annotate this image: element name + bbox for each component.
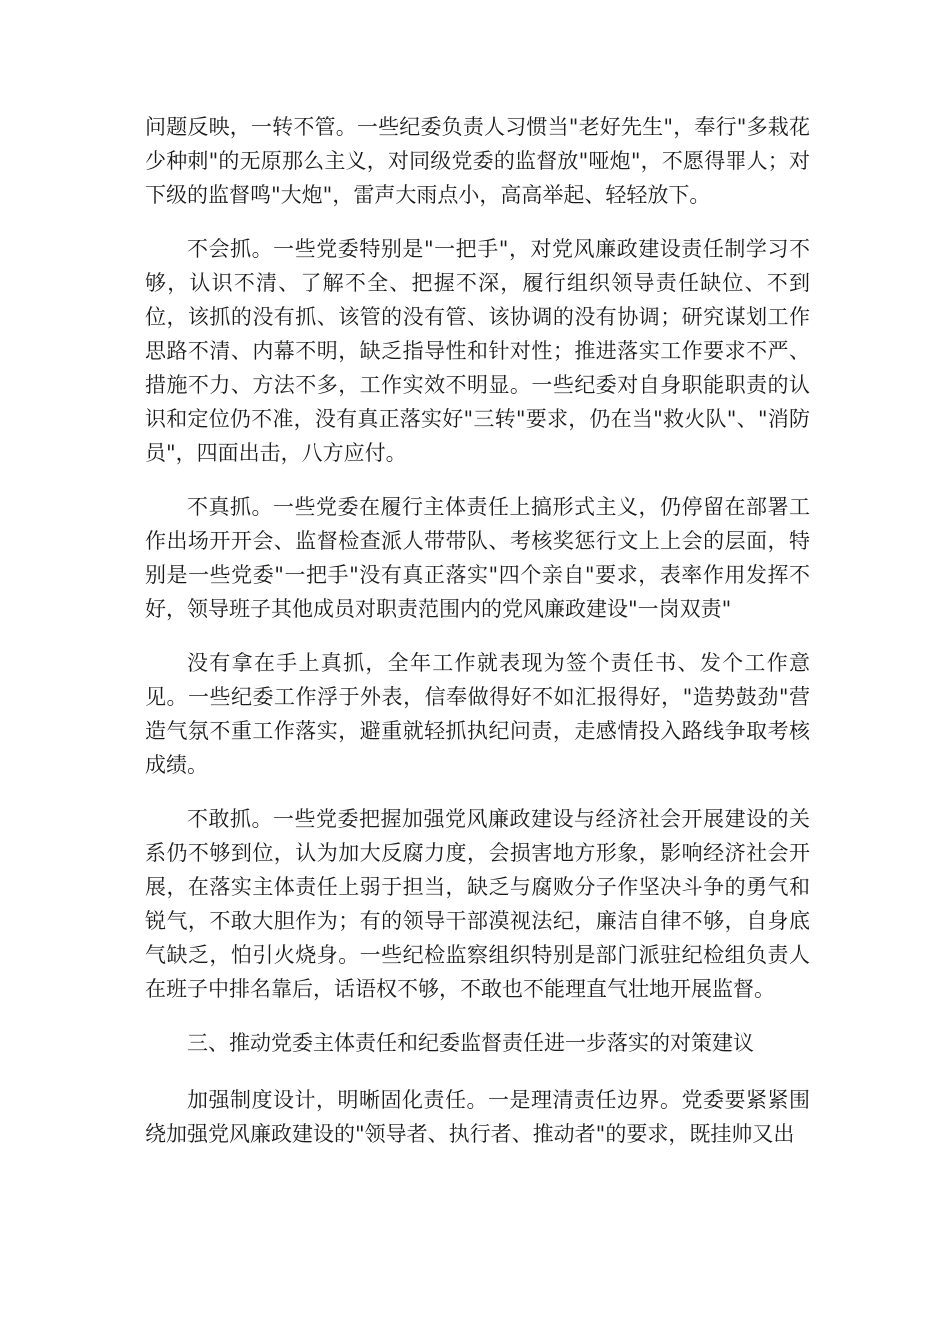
paragraph-jia-qiang-zhi-du-she-ji: 加强制度设计，明晰固化责任。一是理清责任边界。党委要紧紧围绕加强党风廉政建设的"领导者、执行者、推动者"的要求，既挂帅又出 xyxy=(145,1088,810,1146)
paragraph-mei-you-na-zai-shou-shang: 没有拿在手上真抓，全年工作就表现为签个责任书、发个工作意见。一些纪委工作浮于外表，信奉做得好不如汇报得好，"造势鼓劲"营造气氛不重工作落实，避重就轻抓执纪问责，走感情投入路线争取考核成绩。 xyxy=(145,651,810,777)
document-body xyxy=(145,110,810,1171)
section-heading-3: 三、推动党委主体责任和纪委监督责任进一步落实的对策建议 xyxy=(187,1031,754,1055)
paragraph-bu-gan-zhua: 不敢抓。一些党委把握加强党风廉政建设与经济社会开展建设的关系仍不够到位，认为加大反腐力度，会损害地方形象，影响经济社会开展，在落实主体责任上弱于担当，缺乏与腐败分子作坚决斗争的勇气和锐气，不敢大胆作为；有的领导干部漠视法纪，廉洁自律不够，自身底气缺乏，怕引火烧身。一些纪检监察组织特别是部门派驻纪检组负责人在班子中排名靠后，话语权不够，不敢也不能理直气壮地开展监督。 xyxy=(145,807,810,1001)
paragraph-continuation: 问题反映，一转不管。一些纪委负责人习惯当"老好先生"，奉行"多栽花少种刺"的无原那么主义，对同级党委的监督放"哑炮"，不愿得罪人；对下级的监督鸣"大炮"，雷声大雨点小，高高举起、轻轻放下。 xyxy=(145,115,810,207)
paragraph-bu-hui-zhua: 不会抓。一些党委特别是"一把手"，对党风廉政建设责任制学习不够，认识不清、了解不全、把握不深，履行组织领导责任缺位、不到位，该抓的没有抓、该管的没有管、该协调的没有协调；研究谋划工作思路不清、内幕不明，缺乏指导性和针对性；推进落实工作要求不严、措施不力、方法不多，工作实效不明显。一些纪委对自身职能职责的认识和定位仍不准，没有真正落实好"三转"要求，仍在当"救火队"、"消防员"，四面出击，八方应付。 xyxy=(145,237,810,465)
paragraph-bu-zhen-zhua: 不真抓。一些党委在履行主体责任上搞形式主义，仍停留在部署工作出场开开会、监督检查派人带带队、考核奖惩行文上上会的层面，特别是一些党委"一把手"没有真正落实"四个亲自"要求，表率作用发挥不好，领导班子其他成员对职责范围内的党风廉政建设"一岗双责" xyxy=(145,495,810,621)
